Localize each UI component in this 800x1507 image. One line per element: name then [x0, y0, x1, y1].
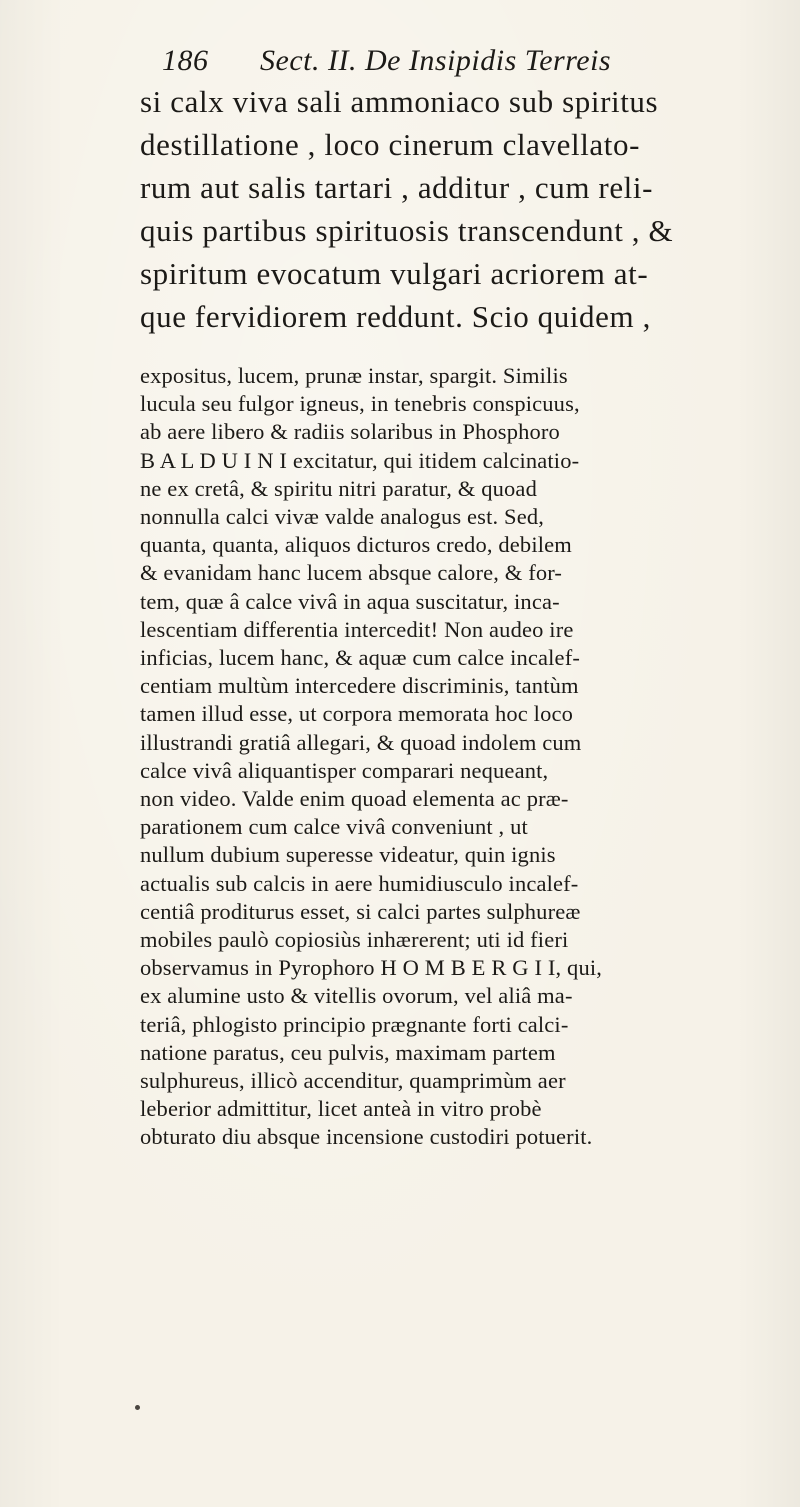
- text-line: observamus in Pyrophoro H O M B E R G I I, qui,: [140, 955, 603, 981]
- text-line: rum aut salis tartari , additur , cum reli-: [140, 170, 654, 205]
- text-line: non video. Valde enim quoad elementa ac præ-: [140, 786, 569, 812]
- text-line: destillatione , loco cinerum clavellato-: [140, 127, 641, 162]
- text-line: tamen illud esse, ut corpora memorata hoc loco: [140, 701, 574, 727]
- text-line: actualis sub calcis in aere humidiusculo incalef-: [140, 870, 579, 896]
- text-line: tem, quæ â calce vivâ in aqua suscitatur, inca-: [140, 588, 560, 614]
- body-paragraph: [140, 362, 800, 1152]
- page-number: 186: [162, 44, 209, 77]
- text-line: lescentiam differentia intercedit! Non audeo ire: [140, 616, 574, 642]
- running-header: [162, 44, 782, 84]
- text-line: nullum dubium superesse videatur, quin ignis: [140, 842, 556, 868]
- text-line: que fervidiorem reddunt. Scio quidem ,: [140, 299, 651, 334]
- text-line: & evanidam hanc lucem absque calore, & for-: [140, 560, 563, 586]
- ink-speck: [135, 1405, 140, 1410]
- text-line: nonnulla calci vivæ valde analogus est. Sed,: [140, 504, 545, 530]
- text-line: mobiles paulò copiosiùs inhærerent; uti id fieri: [140, 927, 569, 953]
- text-line: teriâ, phlogisto principio prægnante forti calci-: [140, 1011, 569, 1037]
- text-line: quanta, quanta, aliquos dicturos credo, debilem: [140, 532, 572, 558]
- text-line: lucula seu fulgor igneus, in tenebris conspicuus,: [140, 391, 580, 417]
- text-line: parationem cum calce vivâ conveniunt , ut: [140, 814, 528, 840]
- text-line: B A L D U I N I excitatur, qui itidem calcinatio-: [140, 447, 580, 473]
- text-line: si calx viva sali ammoniaco sub spiritus: [140, 84, 659, 119]
- running-title: Sect. II. De Insipidis Terreis: [260, 44, 612, 77]
- text-line: inficias, lucem hanc, & aquæ cum calce incalef-: [140, 645, 580, 671]
- text-line: obturato diu absque incensione custodiri potuerit.: [140, 1124, 593, 1150]
- text-line: calce vivâ aliquantisper comparari nequeant,: [140, 757, 549, 783]
- text-line: natione paratus, ceu pulvis, maximam partem: [140, 1039, 556, 1065]
- text-line: ab aere libero & radiis solaribus in Phosphoro: [140, 419, 560, 445]
- text-line: ne ex cretâ, & spiritu nitri paratur, & quoad: [140, 475, 537, 501]
- text-line: centiam multùm intercedere discriminis, tantùm: [140, 673, 579, 699]
- text-line: quis partibus spirituosis transcendunt , &: [140, 213, 674, 248]
- text-line: centiâ proditurus esset, si calci partes sulphureæ: [140, 898, 581, 924]
- text-line: expositus, lucem, prunæ instar, spargit. Similis: [140, 363, 568, 388]
- top-paragraph: [140, 80, 780, 338]
- text-line: ex alumine usto & vitellis ovorum, vel aliâ ma-: [140, 983, 573, 1009]
- text-line: sulphureus, illicò accenditur, quamprimùm aer: [140, 1068, 566, 1094]
- text-line: illustrandi gratiâ allegari, & quoad indolem cum: [140, 729, 582, 755]
- text-line: spiritum evocatum vulgari acriorem at-: [140, 256, 649, 291]
- text-line: leberior admittitur, licet anteà in vitro probè: [140, 1096, 542, 1122]
